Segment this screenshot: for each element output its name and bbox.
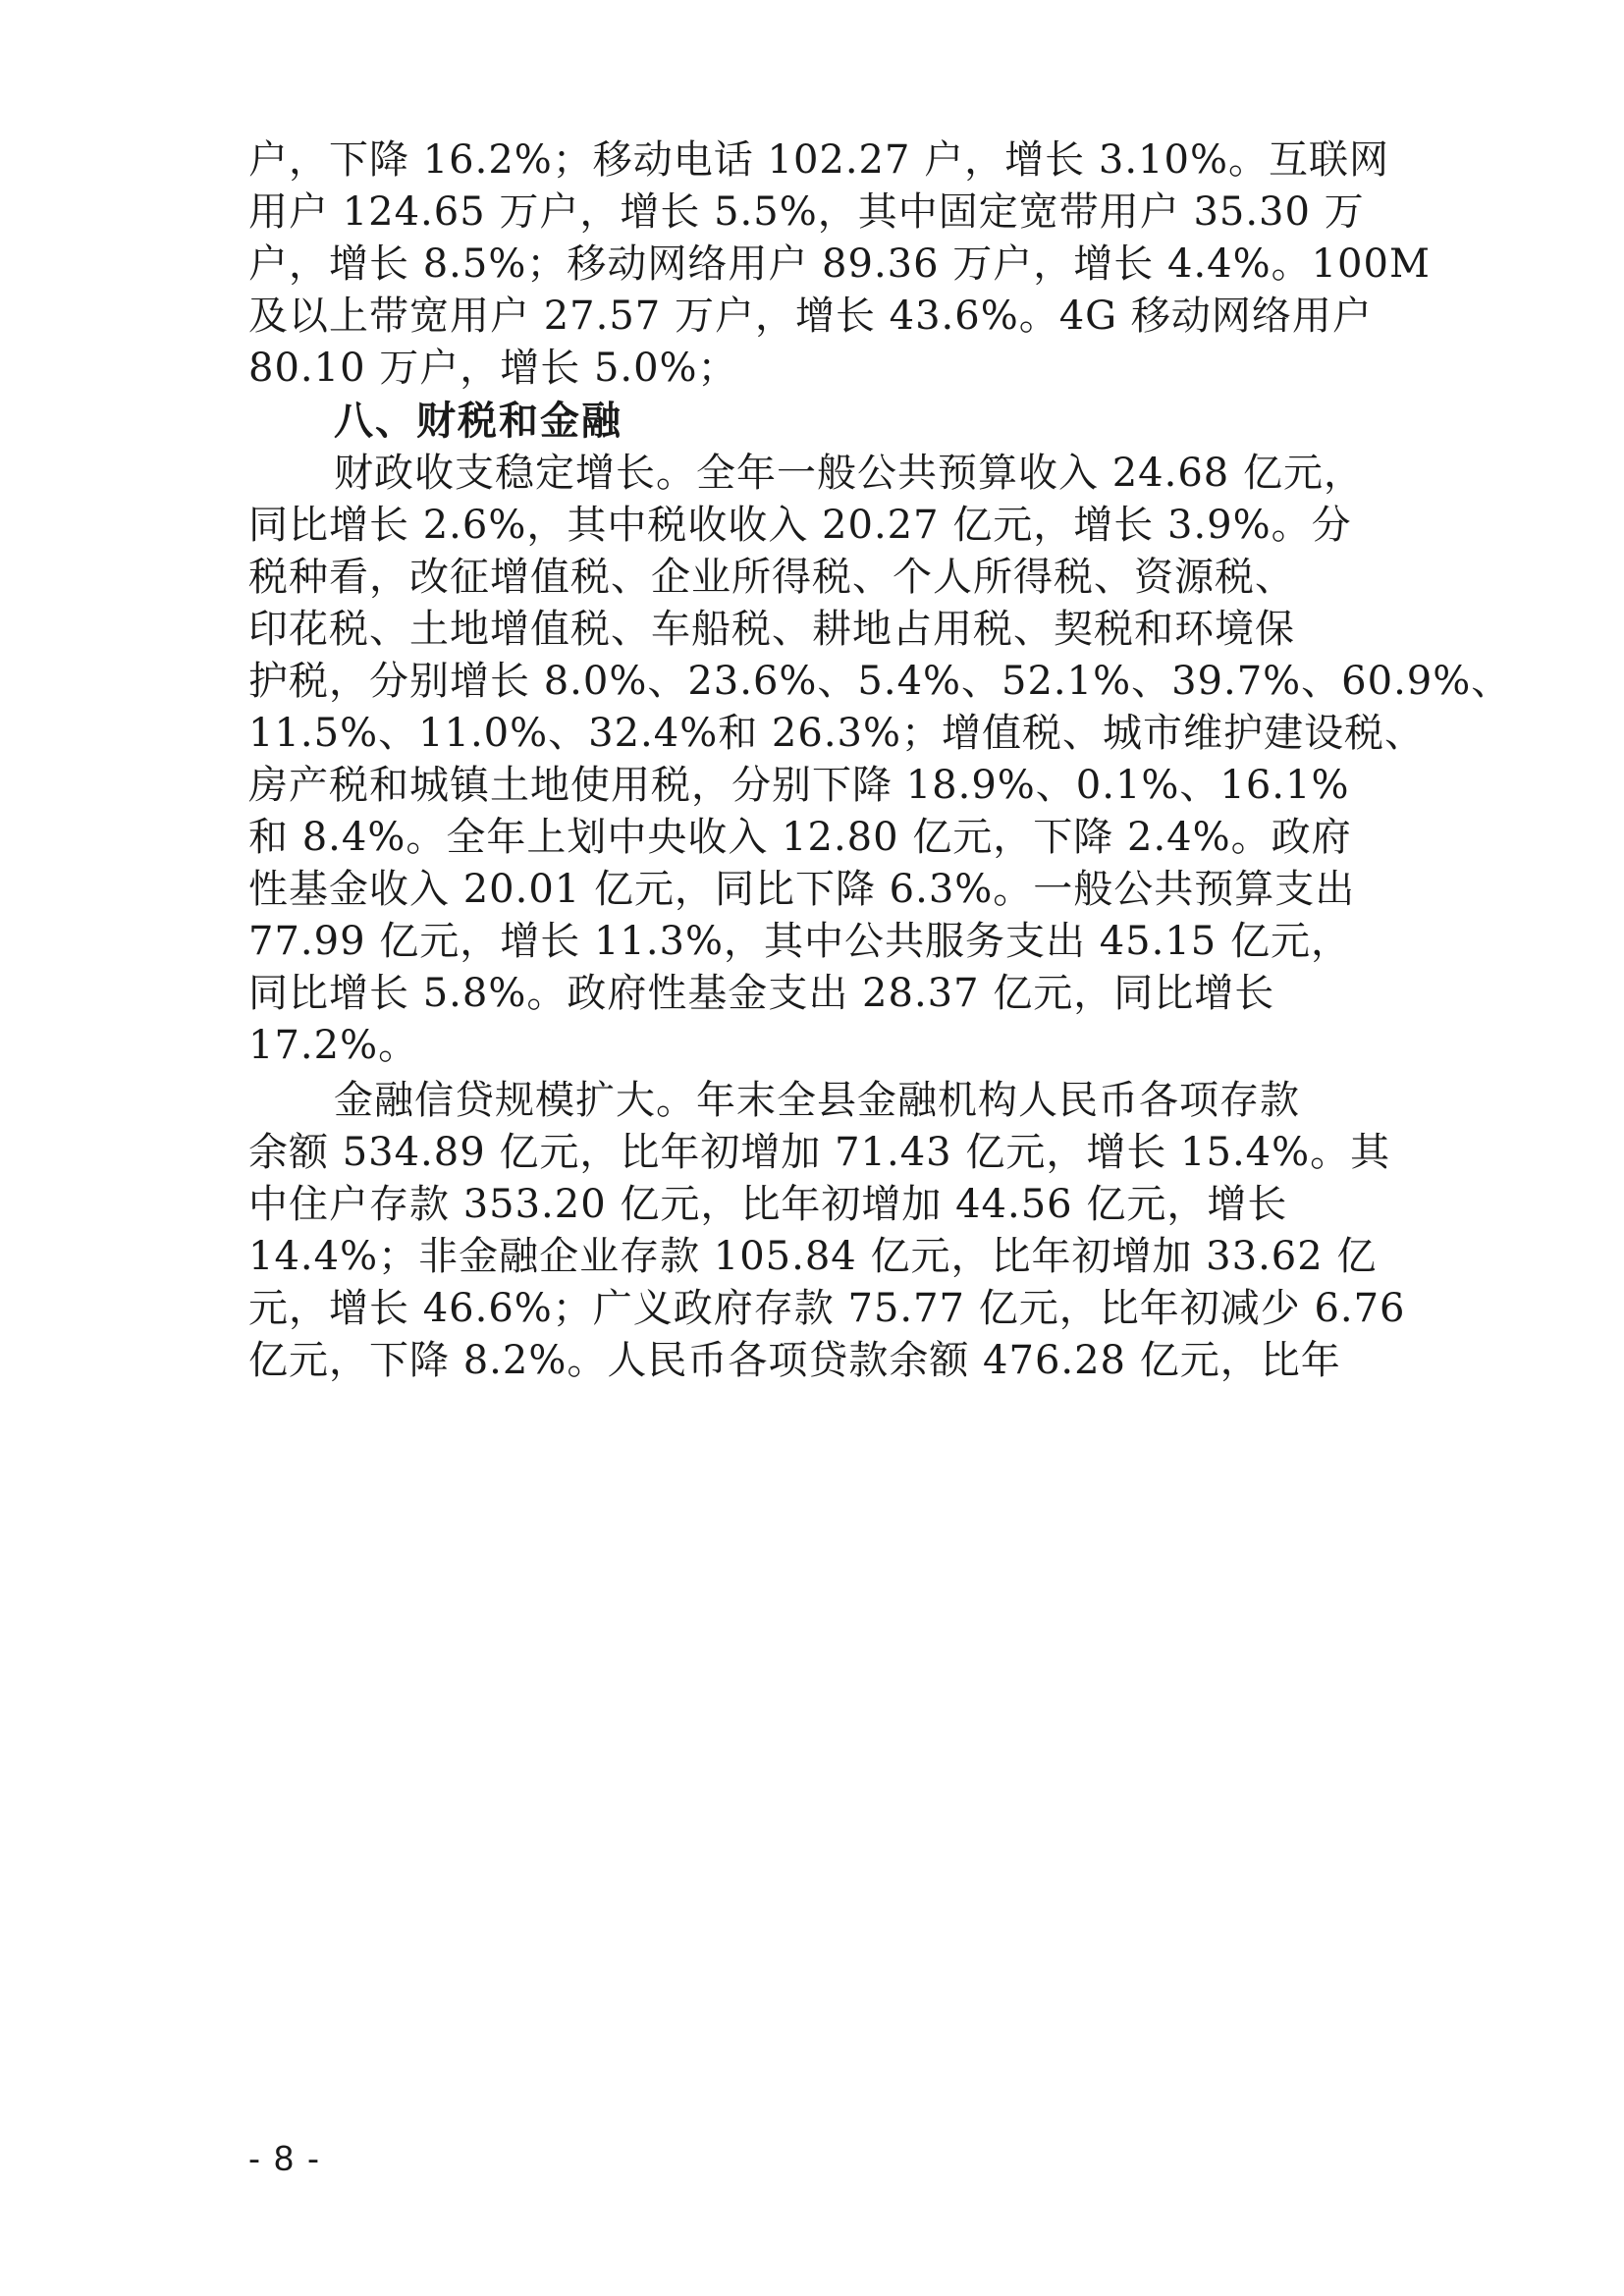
finance-lead: 金融信贷规模扩大。 — [334, 1078, 696, 1123]
fiscal-first-line-text: 全年一般公共预算收入 24.68 亿元， — [696, 451, 1364, 496]
finance-paragraph-first-line — [334, 1076, 1387, 1127]
fiscal-lead: 财政收支稳定增长。 — [334, 451, 696, 496]
text-line-23: 元，增长 46.6%；广义政府存款 75.77 亿元，比年初减少 6.76 — [248, 1286, 1406, 1331]
text-line-3: 户，增长 8.5%；移动网络用户 89.36 万户，增长 4.4%。100M — [248, 241, 1431, 287]
text-line-18: 17.2%。 — [248, 1023, 419, 1068]
text-line-12: 11.5%、11.0%、32.4%和 26.3%；增值税、城市维护建设税、 — [248, 711, 1425, 756]
text-line-20: 余额 534.89 亿元，比年初增加 71.43 亿元，增长 15.4%。其 — [248, 1130, 1391, 1175]
text-line-9: 税种看，改征增值税、企业所得税、个人所得税、资源税、 — [248, 555, 1295, 600]
page-number: - 8 - — [248, 2138, 322, 2178]
text-line-11: 护税，分别增长 8.0%、23.6%、5.4%、52.1%、39.7%、60.9%、 — [248, 659, 1512, 704]
text-line-21: 中住户存款 353.20 亿元，比年初增加 44.56 亿元，增长 — [248, 1182, 1288, 1227]
text-line-4: 及以上带宽用户 27.57 万户，增长 43.6%。4G 移动网络用户 — [248, 294, 1373, 339]
text-line-24: 亿元，下降 8.2%。人民币各项贷款余额 476.28 亿元，比年 — [248, 1338, 1341, 1383]
text-line-2: 用户 124.65 万户，增长 5.5%，其中固定宽带用户 35.30 万 — [248, 189, 1365, 235]
text-line-10: 印花税、土地增值税、车船税、耕地占用税、契税和环境保 — [248, 607, 1295, 652]
text-line-17: 同比增长 5.8%。政府性基金支出 28.37 亿元，同比增长 — [248, 971, 1275, 1016]
text-line-13: 房产税和城镇土地使用税，分别下降 18.9%、0.1%、16.1% — [248, 763, 1350, 808]
text-line-5: 80.10 万户，增长 5.0%； — [248, 346, 738, 391]
text-line-16: 77.99 亿元，增长 11.3%，其中公共服务支出 45.15 亿元， — [248, 919, 1351, 964]
text-line-15: 性基金收入 20.01 亿元，同比下降 6.3%。一般公共预算支出 — [248, 867, 1356, 912]
section-heading: 八、财税和金融 — [334, 399, 623, 444]
text-line-8: 同比增长 2.6%，其中税收收入 20.27 亿元，增长 3.9%。分 — [248, 503, 1352, 548]
text-line-22: 14.4%；非金融企业存款 105.84 亿元，比年初增加 33.62 亿 — [248, 1234, 1378, 1279]
finance-first-line-text: 年末全县金融机构人民币各项存款 — [696, 1078, 1300, 1123]
fiscal-paragraph-first-line — [334, 449, 1387, 500]
text-line-1: 户，下降 16.2%；移动电话 102.27 户，增长 3.10%。互联网 — [248, 137, 1389, 183]
text-line-14: 和 8.4%。全年上划中央收入 12.80 亿元，下降 2.4%。政府 — [248, 815, 1352, 860]
